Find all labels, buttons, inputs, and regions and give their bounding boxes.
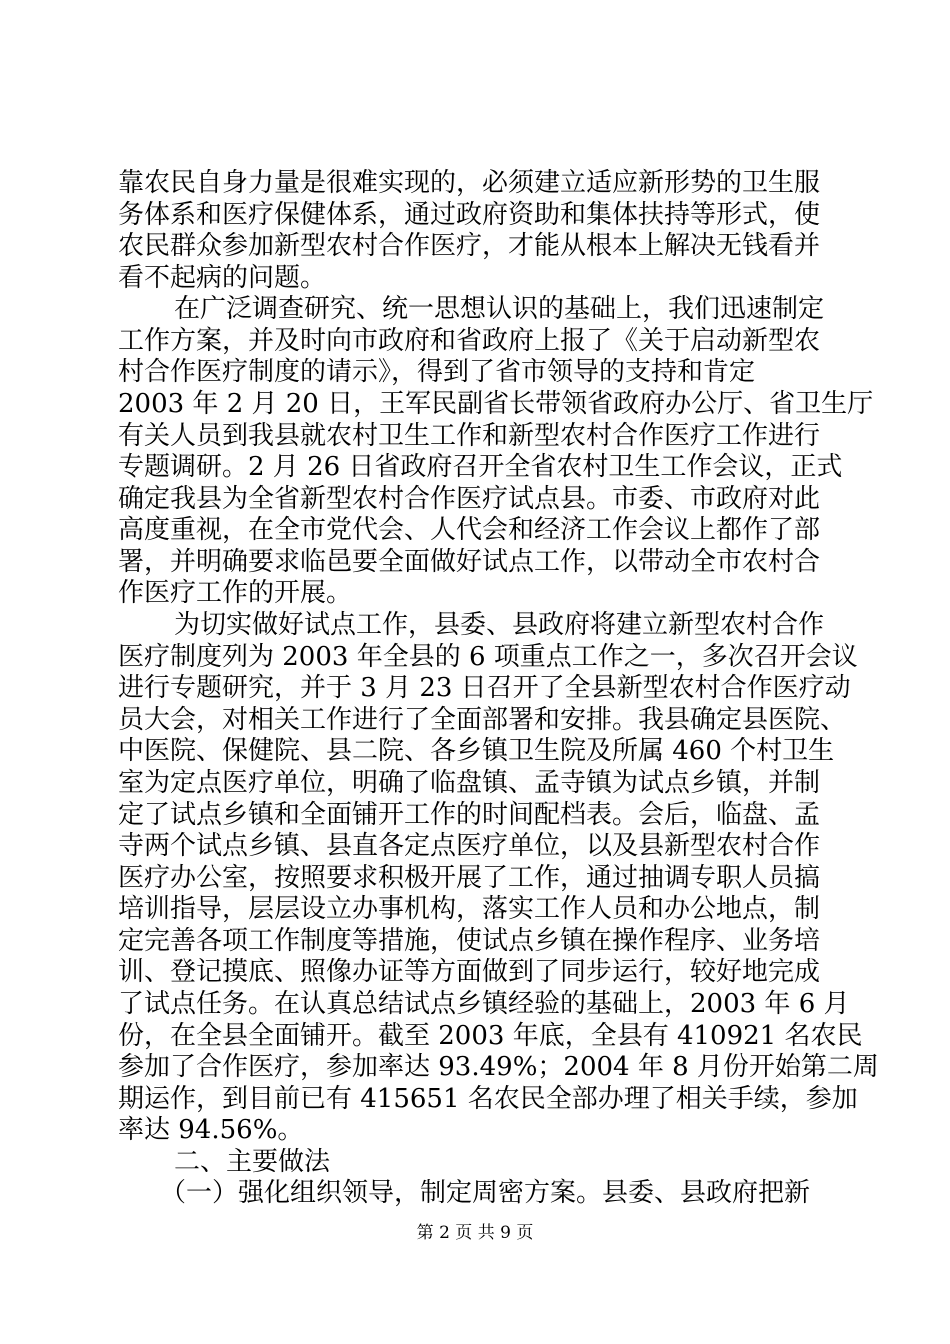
text-line: 率达 94.56%。 [118,1115,304,1146]
text-line: 训、登记摸底、照像办证等方面做到了同步运行，较好地完成 [118,957,821,988]
text-line: 了试点任务。在认真总结试点乡镇经验的基础上，2003 年 6 月 [118,988,850,1019]
text-line: 高度重视，在全市党代会、人代会和经济工作会议上都作了部 [118,515,821,546]
text-line: 定了试点乡镇和全面铺开工作的时间配档表。会后，临盘、孟 [118,799,821,830]
text-line: 有关人员到我县就农村卫生工作和新型农村合作医疗工作进行 [118,420,821,451]
text-line: 为切实做好试点工作，县委、县政府将建立新型农村合作 [174,610,825,641]
text-line: 中医院、保健院、县二院、各乡镇卫生院及所属 460 个村卫生 [118,736,835,767]
text-line: 靠农民自身力量是很难实现的，必须建立适应新形势的卫生服 [118,168,821,198]
text-line: 务体系和医疗保健体系，通过政府资助和集体扶持等形式，使 [118,199,821,230]
text-line: 室为定点医疗单位，明确了临盘镇、孟寺镇为试点乡镇，并制 [118,767,821,798]
text-line: 份，在全县全面铺开。截至 2003 年底，全县有 410921 名农民 [118,1020,863,1051]
text-line: 医疗办公室，按照要求积极开展了工作，通过抽调专职人员搞 [118,862,821,893]
text-line: 看不起病的问题。 [118,262,327,293]
text-line: 参加了合作医疗，参加率达 93.49%；2004 年 8 月份开始第二周 [118,1052,879,1083]
text-line: 村合作医疗制度的请示》，得到了省市领导的支持和肯定 [118,357,756,388]
text-line: 进行专题研究，并于 3 月 23 日召开了全县新型农村合作医疗动 [118,673,851,704]
text-line: 期运作，到目前已有 415651 名农民全部办理了相关手续，参加 [118,1083,858,1114]
text-line: 专题调研。2 月 26 日省政府召开全省农村卫生工作会议，正式 [118,452,843,483]
text-line: 医疗制度列为 2003 年全县的 6 项重点工作之一，多次召开会议 [118,641,858,672]
text-line: 员大会，对相关工作进行了全面部署和安排。我县确定县医院、 [118,704,847,735]
page-number-footer: 第 2 页 共 9 页 [416,1223,534,1243]
text-line: 工作方案，并及时向市政府和省政府上报了《关于启动新型农 [118,325,821,356]
text-line: 在广泛调查研究、统一思想认识的基础上，我们迅速制定 [174,294,825,325]
text-line: 确定我县为全省新型农村合作医疗试点县。市委、市政府对此 [118,483,821,514]
text-line: 寺两个试点乡镇、县直各定点医疗单位，以及县新型农村合作 [118,831,821,862]
text-line: （一）强化组织领导，制定周密方案。县委、县政府把新 [160,1178,811,1209]
text-line: 定完善各项工作制度等措施，使试点乡镇在操作程序、业务培 [118,925,821,956]
text-line: 培训指导，层层设立办事机构，落实工作人员和办公地点，制 [118,894,821,925]
section-heading: 二、主要做法 [174,1146,331,1177]
text-line: 署，并明确要求临邑要全面做好试点工作，以带动全市农村合 [118,546,821,577]
text-line: 2003 年 2 月 20 日，王军民副省长带领省政府办公厅、省卫生厅 [118,389,874,420]
text-line: 农民群众参加新型农村合作医疗，才能从根本上解决无钱看并 [118,231,821,262]
text-line: 作医疗工作的开展。 [118,578,353,609]
